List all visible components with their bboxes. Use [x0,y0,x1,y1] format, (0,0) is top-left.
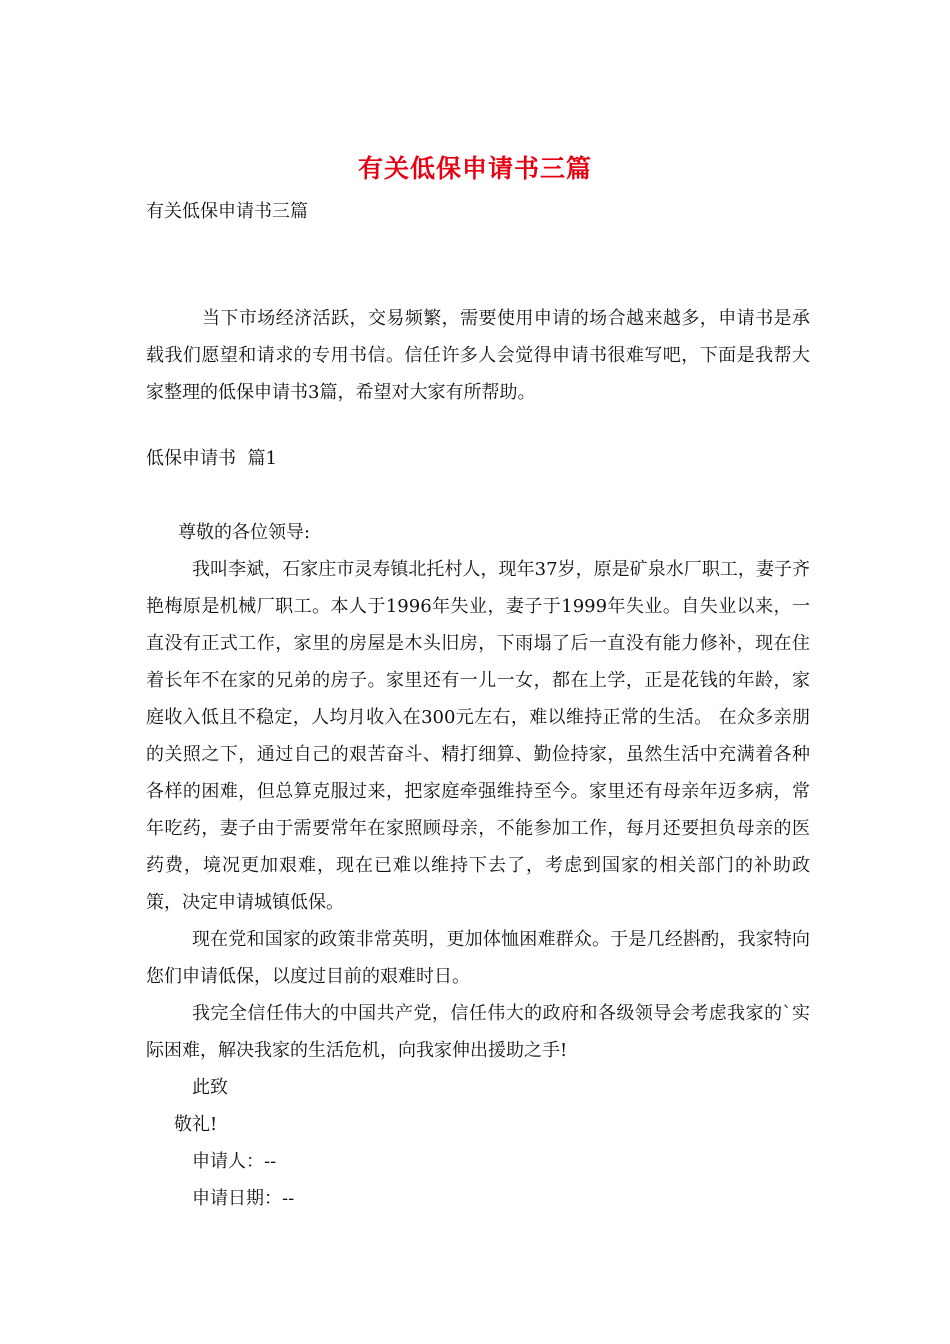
document-title: 有关低保申请书三篇 [357,154,592,183]
document-subtitle: 有关低保申请书三篇 [146,201,308,222]
intro-paragraph: 当下市场经济活跃，交易频繁，需要使用申请的场合越来越多，申请书是承载我们愿望和请求的专用书信。信任许多人会觉得申请书很难写吧，下面是我帮大家整理的低保申请书3篇，希望对大家有所帮助。 [146,308,810,403]
letter-body [146,514,810,1217]
application-date-line: 申请日期：-- [192,1188,295,1209]
letter-paragraph-2: 现在党和国家的政策非常英明，更加体恤困难群众。于是几经斟酌，我家特向您们申请低保，以度过目前的艰难时日。 [146,929,810,987]
letter-closing-jingli: 敬礼! [174,1114,218,1135]
section-heading: 低保申请书 篇1 [146,448,277,469]
letter-paragraph-1: 我叫李斌，石家庄市灵寿镇北托村人，现年37岁，原是矿泉水厂职工，妻子齐艳梅原是机械厂职工。本人于1996年失业，妻子于1999年失业。自失业以来，一直没有正式工作，家里的房屋是木头旧房，下雨塌了后一直没有能力修补，现在住着长年不在家的兄弟的房子。家里还有一儿一女，都在上学，正是花钱的年龄，家庭收入低且不稳定，人均月收入在300元左右，难以维持正常的生活。 在众多亲朋的关照之下，通过自己的艰苦奋斗、精打细算、勤俭持家，虽然生活中充满着各种各样的困难，但总算克服过来，把家庭牵强维持至今。家里还有母亲年迈多病，常年吃药，妻子由于需要常年在家照顾母亲，不能参加工作，每月还要担负母亲的医药费，境况更加艰难，现在已难以维持下去了，考虑到国家的相关部门的补助政策，决定申请城镇低保。 [146,559,810,913]
letter-paragraph-3: 我完全信任伟大的中国共产党，信任伟大的政府和各级领导会考虑我家的`实际困难，解决我家的生活危机，向我家伸出援助之手! [146,1003,810,1061]
applicant-line: 申请人：-- [192,1151,277,1172]
letter-salutation: 尊敬的各位领导: [178,522,311,543]
letter-closing-cizhi: 此致 [192,1077,228,1098]
